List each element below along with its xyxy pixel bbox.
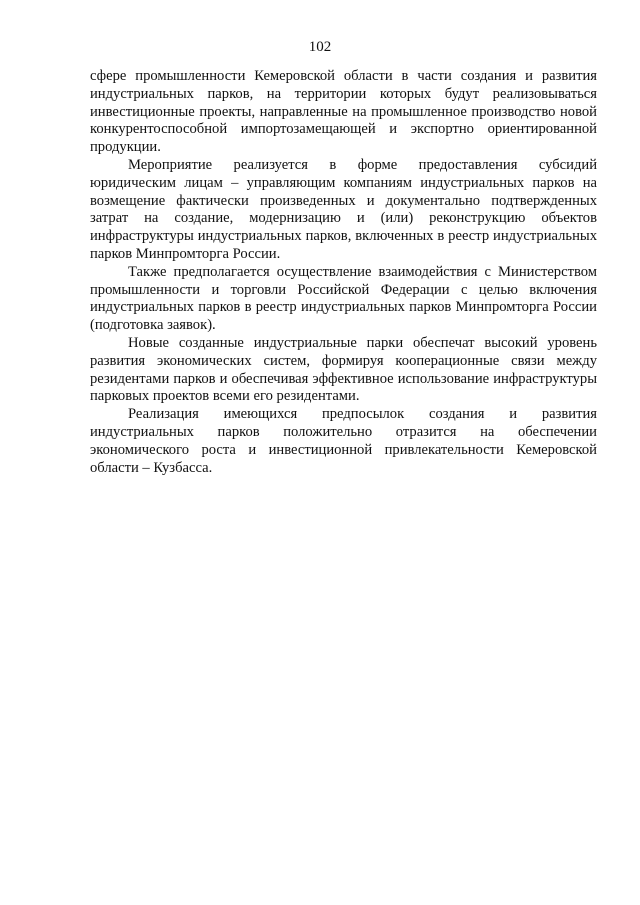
page-number: 102 [308,39,332,55]
paragraph-implementation: Реализация имеющихся предпосылок создания и развития индустриальных парков положительно отразится на обеспечении экономического роста и инвестиционной привлекательности Кемеровской области – Кузбасса. [90,406,597,476]
paragraph-new-parks: Новые созданные индустриальные парки обеспечат высокий уровень развития экономических систем, формируя кооперационные связи между резидентами парков и обеспечивая эффективное использование инфраструктуры парковых проектов всеми его резидентами. [90,334,597,405]
document-body [90,68,597,477]
paragraph-subsidies: Мероприятие реализуется в форме предоставления субсидий юридическим лицам – управляющим компаниям индустриальных парков на возмещение фактически произведенных и документально подтвержденных затрат на создание, модернизацию и (или) реконструкцию объектов инфраструктуры индустриальных парков, включенных в реестр индустриальных парков Минпромторга России. [90,156,597,262]
paragraph-ministry-interaction: Также предполагается осуществление взаимодействия с Министерством промышленности и торговли Российской Федерации с целью включения индустриальных парков в реестр индустриальных парков Минпромторга России (подготовка заявок). [90,263,597,334]
paragraph-continuation: сфере промышленности Кемеровской области в части создания и развития индустриальных парков, на территории которых будут реализовываться инвестиционные проекты, направленные на промышленное производство новой конкурентоспособной импортозамещающей и экспортно ориентированной продукции. [90,68,597,156]
